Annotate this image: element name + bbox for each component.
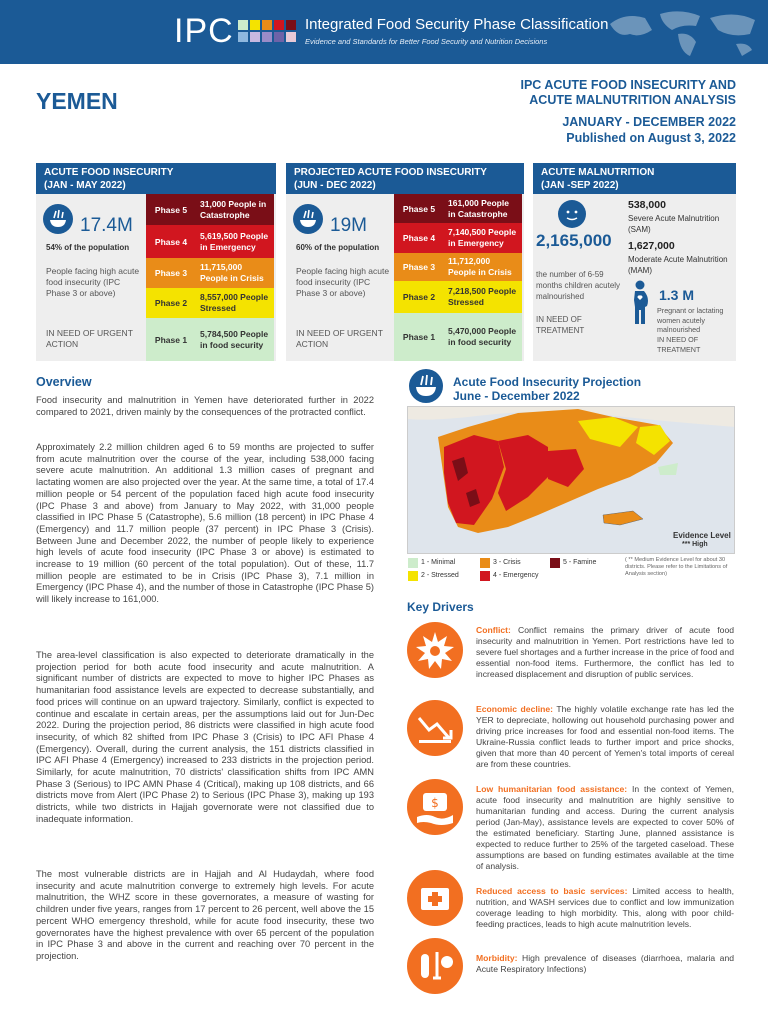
map-evidence-note: ( ** Medium Evidence Level for about 30 districts. Please refer to the Limitations of Analysis section): [625, 557, 728, 577]
header-title: Integrated Food Security Phase Classification: [305, 16, 609, 33]
driver-conflict: [476, 625, 734, 680]
current-phase3-value: 11,715,000 People in Crisis: [196, 258, 274, 288]
malnutrition-card: [533, 163, 736, 361]
driver-conflict-text: Conflict remains the primary driver of acute food insecurity and malnutrition in Yemen. Port restrictions have led to severe fuel shortages and a further increase in the price of food and essential non-food items. Furthermore, the conflict has led to increased displacement and disruption of public services.: [476, 625, 735, 679]
mam-label: Moderate Acute Malnutrition (MAM): [628, 255, 728, 275]
child-icon: [557, 199, 587, 229]
overview-paragraph-3: The area-level classification is also expected to deteriorate dramatically in the projection period for both acute food insecurity and acute malnutrition. A significant number of districts are expected to move to higher IPC Phases as humanitarian food assistance levels are expected to decrease substantially, and food prices will continue on an upward trajectory. Similarly, conflict is expected to continue and escalate in certain areas, per the assumptions laid out for Jun-Dec 2022. During the projection period, 86 districts were classified in high acute food insecurity, of which 82 shifted from IPC Phase 3 (Crisis) to IPC AFI Phase 4 (Emergency). Overall, during the current analysis, the 151 districts classified in IPC AFI Phase 4 (Emergency) increased to 233 districts in the projection period. Similarly, for acute malnutrition, 70 districts' classification shifts from IPC AMN Phase 3 (Serious) to IPC AMN Phase 4 (Critical), making up 108 districts, and 66 districts move from Alert (IPC Phase 2) to Serious (IPC Phase 3), making up 193 districts, while two districts in Hajjah governorate were not classified due to inadequate information.: [36, 650, 374, 824]
legend-swatch-famine: [550, 558, 560, 568]
current-desc: People facing high acute food insecurity (IPC Phase 3 or above): [46, 266, 140, 298]
driver-economic-name: Economic decline:: [476, 704, 554, 714]
projected-afi-card: [286, 163, 524, 361]
logo-color-square: [238, 32, 248, 42]
projected-phase3-label: Phase 3: [394, 253, 444, 281]
projected-phase5-value: 161,000 People in Catastrophe: [444, 194, 522, 223]
food-bowl-icon: [42, 203, 74, 235]
current-need: IN NEED OF URGENT ACTION: [46, 328, 133, 349]
report-title-line1: IPC ACUTE FOOD INSECURITY AND: [520, 78, 736, 92]
driver-services-text: Limited access to health, nutrition, and WASH services due to conflict and low immunization coverage leading to high morbidity. This, along with poor child-feeding practices, leads to high acute malnutrition levels.: [476, 886, 734, 929]
malnutrition-head2: (JAN -SEP 2022): [541, 180, 619, 191]
legend-swatch-minimal: [408, 558, 418, 568]
evidence-level-value: *** High: [682, 541, 708, 548]
logo-color-square: [274, 32, 284, 42]
projected-phase4-label: Phase 4: [394, 223, 444, 253]
malnutrition-head1: ACUTE MALNUTRITION: [541, 167, 655, 178]
overview-paragraph-2: Approximately 2.2 million children aged 6 to 59 months are projected to suffer from acute malnutrition over the course of the year, including 538,000 facing severe acute malnutrition. An additional 1.3 million cases of pregnant and lactating women are also projected over the year. At the same time, a total of 17.4 million people or 54 percent of the population faced high acute food insecurity (IPC Phase 3 and above) from January to May 2022, with 31,000 people classified in IPC Phase 5 (Catastrophe), 5.6 million (18 percent) in IPC Phase 4 (Emergency) and 11.7 million people (37 percent) in IPC Phase 3 (Crisis). Between June and December 2022, the number of people likely to experience high levels of acute food insecurity (IPC Phase 3 or above) is estimated to increase to 19 million (60 percent of the total population). Out of these, 11.7 million people are estimated to be in Crisis (IPC Phase 3), 7.1 million in Emergency (IPC Phase 4), and the number of those in Catastrophe (IPC Phase 5) will likely increase to 161,000.: [36, 442, 374, 605]
yemen-phase-map: [407, 406, 735, 554]
malnutrition-total: 2,165,000: [536, 231, 612, 250]
evidence-level-label: Evidence Level: [673, 531, 731, 540]
plw-need: IN NEED OF TREATMENT: [657, 335, 701, 354]
map-title-line2: June - December 2022: [453, 389, 580, 403]
report-title-line2: ACUTE MALNUTRITION ANALYSIS: [529, 93, 736, 107]
current-phase4-label: Phase 4: [146, 225, 196, 258]
svg-text:$: $: [431, 796, 439, 810]
current-phase2-label: Phase 2: [146, 288, 196, 318]
food-bowl-icon: [292, 203, 324, 235]
basic-services-icon: [407, 870, 463, 926]
current-phase1-value: 5,784,500 People in food security: [196, 318, 274, 361]
key-drivers-title: Key Drivers: [407, 600, 474, 614]
legend-label-emergency: 4 - Emergency: [493, 572, 539, 579]
sam-value: 538,000: [628, 199, 666, 211]
overview-paragraph-4: The most vulnerable districts are in Hajjah and Al Hudaydah, where food insecurity and acute malnutrition converge to extremely high levels. For acute malnutrition, the WHZ score in these governorates, a measure of wasting for children under five years, ranges from 17 percent to 26 percent, well above the 15 percent WHO emergency threshold, while for acute food insecurity, these two governorates have the highest prevalence with over 65 percent of the population in IPC Phase 3 and above in the current and reaching over 70 percent in the projection.: [36, 869, 374, 961]
current-total: 17.4M: [80, 215, 133, 236]
current-phase4-value: 5,619,500 People in Emergency: [196, 225, 274, 258]
current-afi-head2: (JAN - MAY 2022): [44, 180, 126, 191]
driver-economic-decline: [476, 704, 734, 770]
logo-color-square: [286, 32, 296, 42]
sam-label: Severe Acute Malnutrition (SAM): [628, 214, 720, 234]
projected-phase2-label: Phase 2: [394, 281, 444, 313]
driver-assistance-text: In the context of Yemen, acute food insecurity and malnutrition are highly sensitive to humanitarian funding and access. During the current analysis period (Jan-May), assistance levels are expected to cover 50% of the estimated beneficiary. Starting June, planned assistance is expected to reduce further to 25% of the targeted caseload. These assumptions are based on funding estimates available at the time of analysis.: [476, 784, 735, 871]
current-pct: 54% of the population: [46, 243, 130, 252]
malnutrition-desc: the number of 6-59 months children acutely malnourished: [536, 270, 621, 301]
ipc-logo-grid: [238, 20, 296, 42]
current-phase1-label: Phase 1: [146, 318, 196, 361]
logo-color-square: [274, 20, 284, 30]
logo-color-square: [250, 20, 260, 30]
ipc-logo: IPC: [174, 12, 234, 50]
current-phase5-value: 31,000 People in Catastrophe: [196, 194, 274, 225]
economic-decline-icon: [407, 700, 463, 756]
malnutrition-need: IN NEED OF TREATMENT: [536, 315, 585, 335]
plw-value: 1.3 M: [659, 287, 695, 303]
legend-swatch-stressed: [408, 571, 418, 581]
legend-label-crisis: 3 - Crisis: [493, 559, 521, 566]
conflict-icon: [407, 622, 463, 678]
projected-phase2-value: 7,218,500 People Stressed: [444, 281, 522, 313]
projected-phase4-value: 7,140,500 People in Emergency: [444, 223, 522, 253]
driver-morbidity-name: Morbidity:: [476, 953, 518, 963]
current-afi-head1: ACUTE FOOD INSECURITY: [44, 167, 174, 178]
ipc-header: [0, 0, 768, 64]
current-phase5-label: Phase 5: [146, 194, 196, 225]
driver-low-assistance: [476, 784, 734, 872]
current-phase2-value: 8,557,000 People Stressed: [196, 288, 274, 318]
logo-color-square: [250, 32, 260, 42]
legend-label-stressed: 2 - Stressed: [421, 572, 459, 579]
overview-title: Overview: [36, 375, 92, 389]
food-bowl-icon: [408, 368, 444, 404]
logo-color-square: [238, 20, 248, 30]
current-afi-header: [36, 163, 276, 194]
logo-color-square: [262, 20, 272, 30]
driver-economic-text: The highly volatile exchange rate has led the YER to depreciate, hollowing out household purchasing power and driving price increases for food and essential non-food items. The Ukraine-Russia conflict leads to further import and price shocks, given that more than 40 percent of Yemen's total imports of cereal are from these countries.: [476, 704, 735, 769]
projected-phase1-value: 5,470,000 People in food security: [444, 313, 522, 361]
projected-afi-head2: (JUN - DEC 2022): [294, 180, 376, 191]
driver-basic-services: [476, 886, 734, 930]
pregnant-woman-icon: [629, 280, 651, 326]
map-title-line1: Acute Food Insecurity Projection: [453, 375, 642, 389]
plw-label: Pregnant or lactating women acutely malnourished: [657, 306, 724, 334]
driver-morbidity: [476, 953, 734, 975]
driver-assistance-name: Low humanitarian food assistance:: [476, 784, 628, 794]
projected-afi-header: [286, 163, 524, 194]
malnutrition-header: [533, 163, 736, 194]
report-published: Published on August 3, 2022: [566, 131, 736, 145]
current-afi-card: [36, 163, 276, 361]
humanitarian-assistance-icon: [407, 779, 463, 835]
mam-value: 1,627,000: [628, 240, 675, 252]
legend-swatch-emergency: [480, 571, 490, 581]
projected-total: 19M: [330, 215, 367, 236]
country-title: YEMEN: [36, 88, 118, 114]
driver-morbidity-text: High prevalence of diseases (diarrhoea, malaria and Acute Respiratory Infections): [476, 953, 734, 974]
morbidity-icon: [407, 938, 463, 994]
driver-conflict-name: Conflict:: [476, 625, 511, 635]
projected-phase1-label: Phase 1: [394, 313, 444, 361]
report-period: JANUARY - DECEMBER 2022: [562, 115, 736, 129]
logo-color-square: [262, 32, 272, 42]
projected-afi-head1: PROJECTED ACUTE FOOD INSECURITY: [294, 167, 487, 178]
logo-color-square: [286, 20, 296, 30]
projected-pct: 60% of the population: [296, 243, 380, 252]
world-map-icon: [600, 4, 765, 62]
driver-services-name: Reduced access to basic services:: [476, 886, 628, 896]
legend-swatch-crisis: [480, 558, 490, 568]
projected-desc: People facing high acute food insecurity (IPC Phase 3 or above): [296, 266, 390, 298]
legend-label-famine: 5 - Famine: [563, 559, 597, 566]
legend-label-minimal: 1 - Minimal: [421, 559, 456, 566]
current-phase3-label: Phase 3: [146, 258, 196, 288]
overview-paragraph-1: Food insecurity and malnutrition in Yemen have deteriorated further in 2022 compared to 2021, driven mainly by the consequences of the protracted conflict.: [36, 395, 374, 417]
header-subtitle: Evidence and Standards for Better Food Security and Nutrition Decisions: [305, 37, 548, 46]
projected-need: IN NEED OF URGENT ACTION: [296, 328, 383, 349]
projected-phase3-value: 11,712,000 People in Crisis: [444, 253, 522, 281]
projected-phase5-label: Phase 5: [394, 194, 444, 223]
